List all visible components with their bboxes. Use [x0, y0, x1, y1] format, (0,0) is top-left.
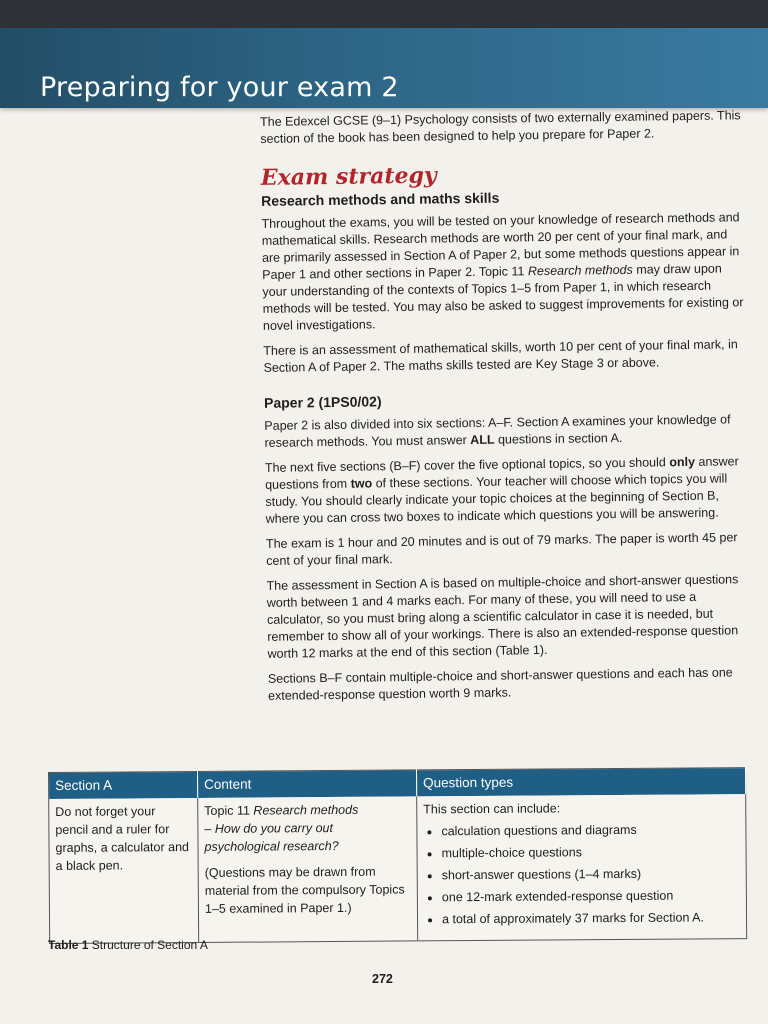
- question-types-list: [423, 820, 740, 928]
- text-run: of these sections. Your teacher will choose which topics you will study. You should clearly indicate your topic choices at the beginning of Section B, where you can cross two boxes to indicate which questions you will be answering.: [265, 471, 728, 526]
- text-run: Topic 11: [204, 803, 254, 818]
- paper2-heading: Paper 2 (1PS0/02): [263, 393, 382, 411]
- text-run: answer questions from: [265, 454, 739, 492]
- research-paragraph-2: There is an assessment of mathematical skills, worth 10 per cent of your final mark, in Section A of Paper 2. The maths skills tested are Key Stage 3 or above.: [263, 337, 738, 375]
- italic-run: Research methods: [527, 262, 633, 279]
- text-run: The next five sections (B–F) cover the five optional topics, so you should: [264, 455, 670, 475]
- main-content: [256, 107, 754, 713]
- paper2-paragraph-5: Sections B–F contain multiple-choice and short-answer questions and each has one extended-response question worth 9 marks.: [267, 665, 733, 703]
- question-types-intro: This section can include:: [423, 801, 561, 817]
- header-content: Content: [197, 770, 416, 798]
- text-run: Throughout the exams, you will be tested on your knowledge of research methods and mathematical skills. Research methods are worth 20 per cent of your final mark, and are primarily assessed in Section A of Paper 2, but some methods questions appear in Paper 1 and other sections in Paper 2. Topic 11: [261, 210, 740, 282]
- italic-run: – How do you carry out psychological research?: [204, 821, 339, 854]
- research-paragraph-1: [257, 209, 749, 335]
- research-methods-subheading: Research methods and maths skills: [261, 189, 500, 209]
- text-run: questions in section A.: [494, 430, 623, 447]
- section-a-table-wrapper: [48, 767, 747, 944]
- table-row: [49, 794, 747, 943]
- cell-content: [198, 796, 418, 942]
- top-shadow: [0, 0, 768, 28]
- list-item: • a total of approximately 37 marks for Section A.: [442, 908, 740, 928]
- page-number: 272: [372, 972, 393, 986]
- list-item: • one 12-mark extended-response question: [442, 886, 740, 906]
- paper2-paragraph-2: [261, 453, 752, 528]
- header-question-types: Question types: [416, 768, 745, 797]
- paper2-paragraph-1: [260, 411, 750, 452]
- chapter-banner: [0, 28, 768, 108]
- header-section-a: Section A: [49, 771, 198, 799]
- bold-run: two: [350, 476, 373, 491]
- cell-note: (Questions may be drawn from material from the compulsory Topics 1–5 examined in Paper 1.): [204, 864, 405, 916]
- bold-run: only: [669, 454, 696, 470]
- exam-strategy-heading: Exam strategy: [260, 162, 437, 191]
- italic-run: Research methods: [253, 802, 359, 818]
- caption-label: Table 1: [48, 938, 89, 952]
- cell-question-types: [417, 794, 747, 941]
- intro-paragraph: The Edexcel GCSE (9–1) Psychology consists of two externally examined papers. This section of the book has been designed to help you prepare for Paper 2.: [260, 108, 741, 146]
- section-a-table: [48, 767, 747, 944]
- text-run: Paper 2 is also divided into six sections: A–F. Section A examines your knowledge of research methods. You must answer: [264, 412, 731, 450]
- list-item: • calculation questions and diagrams: [441, 820, 739, 840]
- cell-section-a: Do not forget your pencil and a ruler for graphs, a calculator and a black pen.: [49, 798, 199, 944]
- list-item: • short-answer questions (1–4 marks): [442, 864, 740, 884]
- list-item: • multiple-choice questions: [442, 842, 740, 862]
- table-caption: [48, 938, 208, 952]
- caption-text: Structure of Section A: [88, 938, 208, 952]
- text-run: may draw upon your understanding of the contexts of Topics 1–5 from Paper 1, in which research methods will be tested. You may also be asked to suggest improvements for existing or novel investigations.: [262, 261, 744, 333]
- bold-run: ALL: [470, 432, 495, 448]
- page-title: Preparing for your exam 2: [40, 72, 399, 103]
- paper2-paragraph-3: The exam is 1 hour and 20 minutes and is out of 79 marks. The paper is worth 45 per cent of your final mark.: [265, 530, 738, 568]
- paper2-paragraph-4: The assessment in Section A is based on multiple-choice and short-answer questions worth between 1 and 4 marks each. For many of these, you will need to use a calculator, so you must bring along a scientific calculator in case it is needed, but remember to show all of your workings. There is also an extended-response question worth 12 marks at the end of this section (Table 1).: [266, 572, 739, 661]
